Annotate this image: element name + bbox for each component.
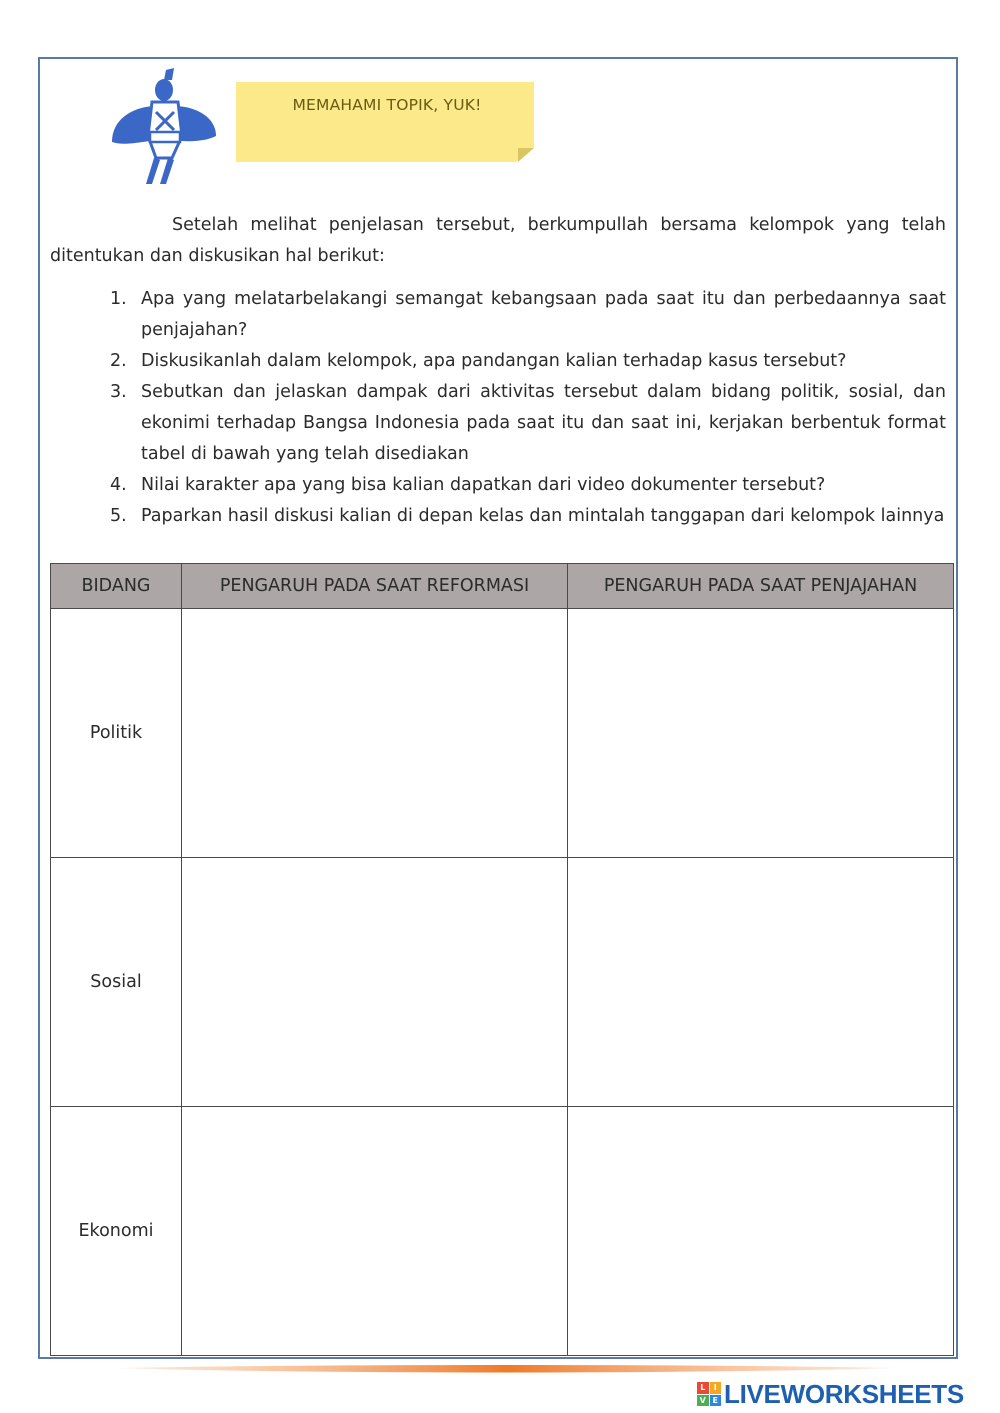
question-number: 3.: [110, 382, 127, 402]
answer-cell-ekonomi-penjajahan[interactable]: [568, 1107, 954, 1356]
question-text: Paparkan hasil diskusi kalian di depan kelas dan mintalah tanggapan dari kelompok lainnya: [141, 506, 945, 526]
question-list: [100, 284, 946, 532]
row-label-sosial: Sosial: [51, 858, 182, 1107]
logo-letter: I: [710, 1382, 722, 1394]
answer-cell-politik-reformasi[interactable]: [182, 609, 568, 858]
question-item: [100, 346, 946, 377]
header-reformasi: PENGARUH PADA SAAT REFORMASI: [182, 564, 568, 609]
liveworksheets-icon: [697, 1382, 721, 1406]
question-number: 1.: [110, 289, 127, 309]
question-item: [100, 284, 946, 346]
answer-cell-sosial-reformasi[interactable]: [182, 858, 568, 1107]
section-title: MEMAHAMI TOPIK, YUK!: [292, 96, 482, 114]
topic-sticky-note: [236, 82, 534, 162]
question-item: [100, 377, 946, 470]
table-row-ekonomi: [51, 1107, 954, 1356]
question-item: [100, 501, 946, 532]
row-label-politik: Politik: [51, 609, 182, 858]
logo-letter: V: [697, 1395, 709, 1407]
question-text: Apa yang melatarbelakangi semangat kebangsaan pada saat itu dan perbedaannya saat penjajahan?: [141, 289, 946, 340]
intro-paragraph: Setelah melihat penjelasan tersebut, berkumpullah bersama kelompok yang telah ditentukan dan diskusikan hal berikut:: [50, 215, 946, 266]
question-text: Diskusikanlah dalam kelompok, apa pandangan kalian terhadap kasus tersebut?: [141, 351, 847, 371]
logo-letter: E: [710, 1395, 722, 1407]
student-mascot-icon: [108, 66, 220, 188]
logo-letter: L: [697, 1382, 709, 1394]
orange-divider-line: [120, 1362, 895, 1376]
question-number: 5.: [110, 506, 127, 526]
table-row-sosial: [51, 858, 954, 1107]
question-text: Sebutkan dan jelaskan dampak dari aktivitas tersebut dalam bidang politik, sosial, dan ekonimi terhadap Bangsa Indonesia pada saat itu dan saat ini, kerjakan berbentuk format tabel di bawah yang telah disediakan: [141, 382, 946, 464]
liveworksheets-logo[interactable]: [697, 1380, 964, 1408]
table-row-politik: [51, 609, 954, 858]
question-text: Nilai karakter apa yang bisa kalian dapatkan dari video dokumenter tersebut?: [141, 475, 826, 495]
table-header-row: [51, 564, 954, 609]
answer-cell-politik-penjajahan[interactable]: [568, 609, 954, 858]
answer-cell-sosial-penjajahan[interactable]: [568, 858, 954, 1107]
question-item: [100, 470, 946, 501]
logo-text: LIVEWORKSHEETS: [724, 1378, 964, 1409]
impact-table: [50, 563, 954, 1356]
row-label-ekonomi: Ekonomi: [51, 1107, 182, 1356]
header-bidang: BIDANG: [51, 564, 182, 609]
header-penjajahan: PENGARUH PADA SAAT PENJAJAHAN: [568, 564, 954, 609]
question-number: 4.: [110, 475, 127, 495]
question-number: 2.: [110, 351, 127, 371]
answer-cell-ekonomi-reformasi[interactable]: [182, 1107, 568, 1356]
